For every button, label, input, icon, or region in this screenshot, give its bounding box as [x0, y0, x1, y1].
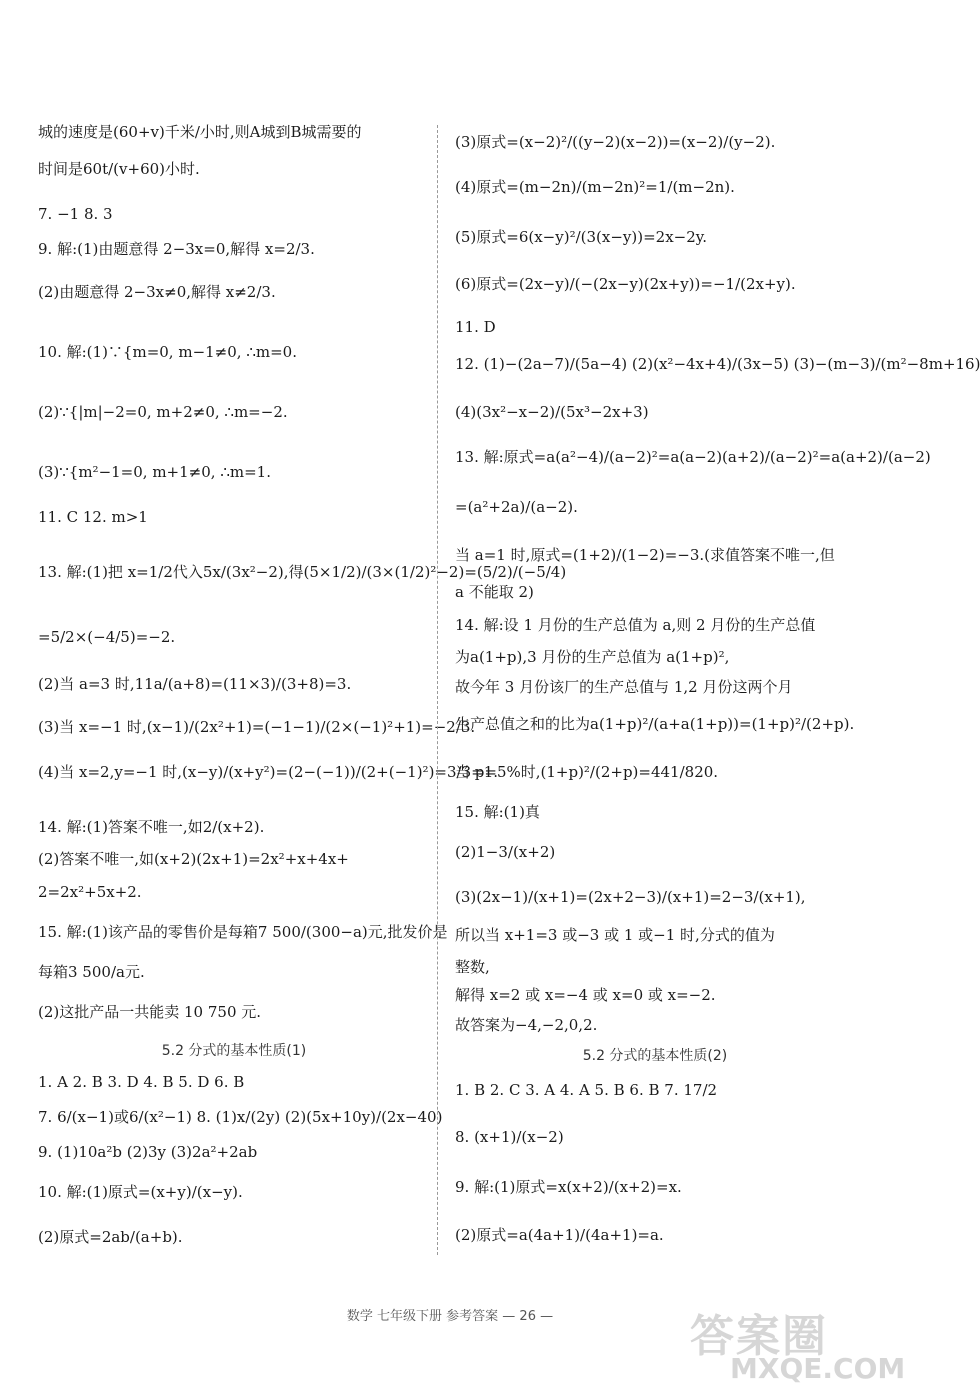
watermark-text: 答案圈: [690, 1311, 828, 1362]
answer-line: (2)∵{|m|−2=0, m+2≠0, ∴m=−2.: [38, 403, 288, 421]
answer-line: 当 p=5%时,(1+p)²/(2+p)=441/820.: [455, 763, 719, 781]
answer-line: 2=2x²+5x+2.: [38, 883, 142, 901]
answer-line: (2)原式=a(4a+1)/(4a+1)=a.: [455, 1226, 664, 1244]
answer-line: 城的速度是(60+v)千米/小时,则A城到B城需要的: [38, 123, 362, 141]
answer-line: 时间是60t/(v+60)小时.: [38, 160, 200, 178]
section-heading: 5.2 分式的基本性质(1): [161, 1043, 307, 1059]
answer-line: 故答案为−4,−2,0,2.: [455, 1016, 598, 1034]
page-footer: 数学 七年级下册 参考答案 — 26 —: [346, 1309, 554, 1324]
answer-line: 1. A 2. B 3. D 4. B 5. D 6. B: [38, 1073, 245, 1091]
answer-line: 7. −1 8. 3: [38, 205, 113, 223]
answer-line: (4)(3x²−x−2)/(5x³−2x+3): [455, 403, 649, 421]
answer-line: =5/2×(−4/5)=−2.: [38, 628, 176, 646]
answer-line: a 不能取 2): [455, 583, 534, 601]
answer-line: 整数,: [455, 958, 490, 976]
answer-line: 为a(1+p),3 月份的生产总值为 a(1+p)²,: [455, 648, 730, 666]
answer-line: 14. 解:设 1 月份的生产总值为 a,则 2 月份的生产总值: [455, 616, 816, 634]
answer-line: 当 a=1 时,原式=(1+2)/(1−2)=−3.(求值答案不唯一,但: [455, 546, 835, 564]
answer-line: 8. (x+1)/(x−2): [455, 1128, 564, 1146]
answer-line: =(a²+2a)/(a−2).: [455, 498, 578, 516]
answer-line: 1. B 2. C 3. A 4. A 5. B 6. B 7. 17/2: [455, 1081, 718, 1099]
answer-line: 所以当 x+1=3 或−3 或 1 或−1 时,分式的值为: [455, 926, 775, 944]
answer-line: (3)(2x−1)/(x+1)=(2x+2−3)/(x+1)=2−3/(x+1),: [455, 888, 806, 906]
answer-line: (3)当 x=−1 时,(x−1)/(2x²+1)=(−1−1)/(2×(−1)²+1)=−2/3.: [38, 718, 476, 736]
answer-line: (2)答案不唯一,如(x+2)(2x+1)=2x²+x+4x+: [38, 850, 349, 868]
answer-line: (6)原式=(2x−y)/(−(2x−y)(2x+y))=−1/(2x+y).: [455, 275, 796, 293]
answer-line: (3)原式=(x−2)²/((y−2)(x−2))=(x−2)/(y−2).: [455, 133, 776, 151]
answer-line: 15. 解:(1)该产品的零售价是每箱7 500/(300−a)元,批发价是: [38, 923, 448, 941]
answer-line: (5)原式=6(x−y)²/(3(x−y))=2x−2y.: [455, 228, 708, 246]
answer-line: 13. 解:(1)把 x=1/2代入5x/(3x²−2),得(5×1/2)/(3×(1/2)²−2)=(5/2)/(−5/4): [38, 563, 567, 581]
answer-line: 故今年 3 月份该厂的生产总值与 1,2 月份这两个月: [455, 678, 793, 696]
column-divider: [437, 125, 438, 1255]
answer-line: (2)1−3/(x+2): [455, 843, 556, 861]
answer-line: 11. D: [455, 318, 496, 336]
answer-line: 解得 x=2 或 x=−4 或 x=0 或 x=−2.: [455, 986, 716, 1004]
answer-line: (2)这批产品一共能卖 10 750 元.: [38, 1003, 262, 1021]
watermark-url: MXQE.COM: [730, 1352, 906, 1385]
answer-line: 13. 解:原式=a(a²−4)/(a−2)²=a(a−2)(a+2)/(a−2)²=a(a+2)/(a−2): [455, 448, 931, 466]
answer-line: (2)当 a=3 时,11a/(a+8)=(11×3)/(3+8)=3.: [38, 675, 352, 693]
section-heading: 5.2 分式的基本性质(2): [582, 1048, 728, 1064]
answer-line: 9. 解:(1)由题意得 2−3x=0,解得 x=2/3.: [38, 240, 315, 258]
answer-line: (2)由题意得 2−3x≠0,解得 x≠2/3.: [38, 283, 276, 301]
answer-line: 10. 解:(1)原式=(x+y)/(x−y).: [38, 1183, 243, 1201]
answer-line: (3)∵{m²−1=0, m+1≠0, ∴m=1.: [38, 463, 271, 481]
answer-line: 每箱3 500/a元.: [38, 963, 145, 981]
answer-line: (4)当 x=2,y=−1 时,(x−y)/(x+y²)=(2−(−1))/(2+(−1)²)=3/3=1.: [38, 763, 499, 781]
answer-line: 9. 解:(1)原式=x(x+2)/(x+2)=x.: [455, 1178, 682, 1196]
answer-line: 14. 解:(1)答案不唯一,如2/(x+2).: [38, 818, 265, 836]
answer-line: 12. (1)−(2a−7)/(5a−4) (2)(x²−4x+4)/(3x−5) (3)−(m−3)/(m²−8m+16): [455, 355, 980, 373]
answer-line: 11. C 12. m>1: [38, 508, 148, 526]
answer-line: 7. 6/(x−1)或6/(x²−1) 8. (1)x/(2y) (2)(5x+10y)/(2x−40): [38, 1108, 443, 1126]
answer-line: 生产总值之和的比为a(1+p)²/(a+a(1+p))=(1+p)²/(2+p).: [455, 715, 855, 733]
answer-line: 9. (1)10a²b (2)3y (3)2a²+2ab: [38, 1143, 258, 1161]
watermark-logo: [690, 1300, 906, 1385]
answer-line: (4)原式=(m−2n)/(m−2n)²=1/(m−2n).: [455, 178, 735, 196]
answer-line: 15. 解:(1)真: [455, 803, 540, 821]
answer-line: (2)原式=2ab/(a+b).: [38, 1228, 183, 1246]
answer-line: 10. 解:(1)∵{m=0, m−1≠0, ∴m=0.: [38, 343, 297, 361]
